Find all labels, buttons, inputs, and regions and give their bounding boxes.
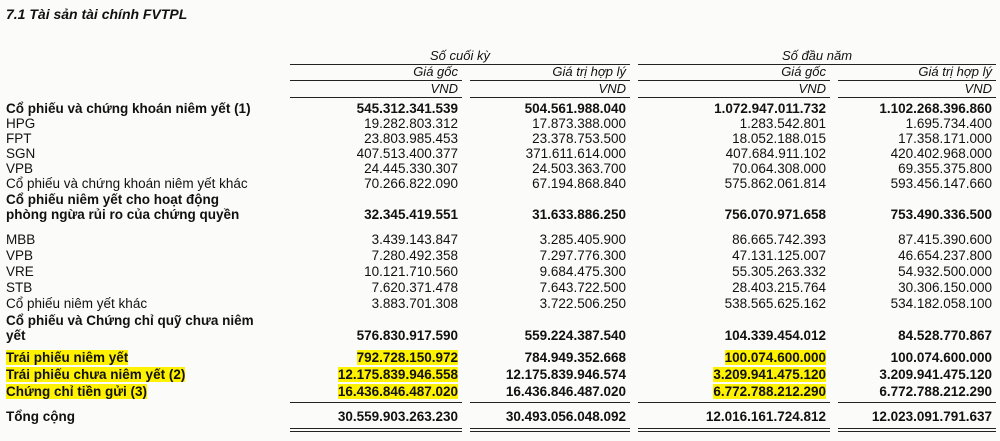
col-header-opening-fair: Giá trị hợp lý	[918, 64, 992, 79]
row-label: VPB	[6, 248, 34, 263]
row-label: SGN	[6, 146, 36, 161]
table-row	[6, 161, 996, 176]
table-row	[6, 176, 996, 191]
closing-cost-value: 3.439.143.847	[371, 232, 458, 247]
table-row	[6, 101, 996, 116]
subtotal-line	[470, 402, 630, 403]
total-double-line	[638, 428, 830, 432]
opening-cost-value: 100.074.600.000	[724, 350, 826, 365]
row-label: Trái phiếu chưa niêm yết (2)	[6, 367, 186, 382]
opening-cost-value: 104.339.454.012	[724, 328, 826, 343]
closing-cost-value: 30.559.903.263.230	[337, 409, 458, 424]
opening-fair-value: 753.490.336.500	[890, 207, 992, 222]
header-line	[638, 97, 830, 98]
table-row	[6, 116, 996, 131]
closing-cost-value: 3.883.701.308	[371, 296, 458, 311]
closing-cost-value: 19.282.803.312	[364, 116, 458, 131]
closing-cost-value: 16.436.846.487.020	[337, 384, 458, 399]
closing-fair-value: 24.503.363.700	[532, 161, 626, 176]
opening-cost-value: 55.305.263.332	[732, 264, 826, 279]
subtotal-line	[638, 402, 830, 403]
row-label: Cổ phiếu và chứng khoán niêm yết (1)	[6, 101, 251, 116]
row-label: Chứng chỉ tiền gửi (3)	[6, 384, 148, 399]
row-label: HPG	[6, 116, 36, 131]
closing-fair-value: 371.611.614.000	[525, 146, 626, 161]
unit-opening-cost: VND	[798, 81, 826, 96]
group-header-opening: Số đầu năm	[781, 48, 853, 63]
opening-fair-value: 100.074.600.000	[890, 350, 992, 365]
header-line	[838, 97, 996, 98]
opening-fair-value: 1.102.268.396.860	[879, 101, 992, 116]
table-row-total	[6, 409, 996, 424]
closing-fair-value: 7.643.722.500	[539, 280, 626, 295]
table-row	[6, 131, 996, 146]
closing-fair-value: 559.224.387.540	[524, 328, 626, 343]
closing-fair-value: 504.561.988.040	[524, 101, 626, 116]
subtotal-line	[838, 402, 996, 403]
total-double-line	[838, 428, 996, 432]
opening-cost-value: 3.209.941.475.120	[713, 367, 826, 382]
closing-fair-value: 12.175.839.946.574	[505, 367, 626, 382]
closing-fair-value: 30.493.056.048.092	[505, 409, 626, 424]
opening-fair-value: 30.306.150.000	[898, 280, 992, 295]
opening-cost-value: 407.684.911.102	[725, 146, 826, 161]
closing-fair-value: 16.436.846.487.020	[505, 384, 626, 399]
closing-fair-value: 31.633.886.250	[532, 207, 626, 222]
opening-cost-value: 28.403.215.764	[732, 280, 826, 295]
closing-fair-value: 784.949.352.668	[524, 350, 626, 365]
table-row	[6, 296, 996, 311]
row-label	[6, 313, 254, 343]
opening-cost-value: 575.862.061.814	[724, 176, 826, 191]
table-row	[6, 367, 996, 382]
table-row	[6, 192, 996, 222]
row-label: FPT	[6, 131, 32, 146]
opening-cost-value: 1.072.947.011.732	[714, 101, 826, 116]
table-row	[6, 248, 996, 263]
opening-cost-value: 12.016.161.724.812	[705, 409, 826, 424]
opening-cost-value: 86.665.742.393	[732, 232, 826, 247]
unit-closing-fair: VND	[598, 81, 626, 96]
row-label: MBB	[6, 232, 36, 247]
opening-fair-value: 1.695.734.400	[905, 116, 992, 131]
opening-cost-value: 6.772.788.212.290	[713, 384, 826, 399]
closing-fair-value: 67.194.868.840	[532, 176, 626, 191]
group-header-closing: Số cuối kỳ	[430, 48, 490, 63]
col-header-closing-fair: Giá trị hợp lý	[552, 64, 626, 79]
row-label: STB	[6, 280, 33, 295]
closing-cost-value: 12.175.839.946.558	[337, 367, 458, 382]
opening-fair-value: 420.402.968.000	[890, 146, 992, 161]
total-label: Tổng cộng	[6, 409, 75, 424]
table-row	[6, 350, 996, 365]
row-label-line: Cổ phiếu và Chứng chỉ quỹ chưa niêm	[6, 313, 254, 328]
closing-cost-value: 7.280.492.358	[371, 248, 458, 263]
table-row	[6, 313, 996, 343]
opening-fair-value: 12.023.091.791.637	[871, 409, 992, 424]
closing-fair-value: 9.684.475.300	[539, 264, 626, 279]
opening-fair-value: 534.182.058.100	[890, 296, 992, 311]
opening-cost-value: 1.283.542.801	[739, 116, 826, 131]
closing-fair-value: 7.297.776.300	[539, 248, 626, 263]
row-label-line: phòng ngừa rủi ro của chứng quyền	[6, 207, 240, 222]
row-label: Trái phiếu niêm yết	[6, 350, 129, 365]
header-line	[290, 97, 462, 98]
total-double-line	[290, 428, 462, 432]
header-line	[290, 80, 462, 81]
opening-cost-value: 47.131.125.007	[732, 248, 826, 263]
closing-cost-value: 10.121.710.560	[364, 264, 458, 279]
opening-fair-value: 593.456.147.660	[890, 176, 992, 191]
table-row	[6, 280, 996, 295]
closing-cost-value: 576.830.917.590	[356, 328, 458, 343]
table-row	[6, 384, 996, 399]
total-double-line	[470, 428, 630, 432]
opening-fair-value: 54.932.500.000	[898, 264, 992, 279]
closing-cost-value: 407.513.400.377	[356, 146, 458, 161]
opening-fair-value: 69.355.375.800	[898, 161, 992, 176]
closing-fair-value: 23.378.753.500	[532, 131, 626, 146]
opening-fair-value: 87.415.390.600	[898, 232, 992, 247]
row-label-line: Cổ phiếu niêm yết cho hoạt động	[6, 192, 220, 207]
header-line	[470, 80, 630, 81]
row-label: Cổ phiếu và chứng khoán niêm yết khác	[6, 176, 248, 191]
closing-cost-value: 792.728.150.972	[356, 350, 458, 365]
opening-fair-value: 84.528.770.867	[898, 328, 992, 343]
header-line	[838, 80, 996, 81]
section-title: 7.1 Tài sản tài chính FVTPL	[6, 6, 188, 22]
closing-cost-value: 24.445.330.307	[364, 161, 458, 176]
table-row	[6, 232, 996, 247]
row-label: VPB	[6, 161, 34, 176]
unit-closing-cost: VND	[430, 81, 458, 96]
row-label: Cổ phiếu niêm yết khác	[6, 296, 148, 311]
opening-fair-value: 3.209.941.475.120	[879, 367, 992, 382]
header-line	[638, 80, 830, 81]
table-row	[6, 264, 996, 279]
unit-opening-fair: VND	[964, 81, 992, 96]
opening-cost-value: 18.052.188.015	[732, 131, 826, 146]
closing-cost-value: 23.803.985.453	[364, 131, 458, 146]
table-row	[6, 146, 996, 161]
closing-cost-value: 7.620.371.478	[371, 280, 458, 295]
closing-fair-value: 3.285.405.900	[539, 232, 626, 247]
closing-cost-value: 32.345.419.551	[364, 207, 458, 222]
col-header-closing-cost: Giá gốc	[413, 64, 458, 79]
row-label: VRE	[6, 264, 34, 279]
closing-fair-value: 17.873.388.000	[532, 116, 626, 131]
closing-cost-value: 545.312.341.539	[356, 101, 458, 116]
opening-fair-value: 46.654.237.800	[898, 248, 992, 263]
row-label	[6, 192, 239, 222]
opening-fair-value: 6.772.788.212.290	[879, 384, 992, 399]
row-label-line: yết	[6, 328, 26, 343]
subtotal-line	[290, 402, 462, 403]
col-header-opening-cost: Giá gốc	[781, 64, 826, 79]
closing-cost-value: 70.266.822.090	[364, 176, 458, 191]
header-line	[470, 97, 630, 98]
opening-cost-value: 756.070.971.658	[724, 207, 826, 222]
closing-fair-value: 3.722.506.250	[539, 296, 626, 311]
opening-fair-value: 17.358.171.000	[898, 131, 992, 146]
opening-cost-value: 70.064.308.000	[732, 161, 826, 176]
opening-cost-value: 538.565.625.162	[724, 296, 826, 311]
